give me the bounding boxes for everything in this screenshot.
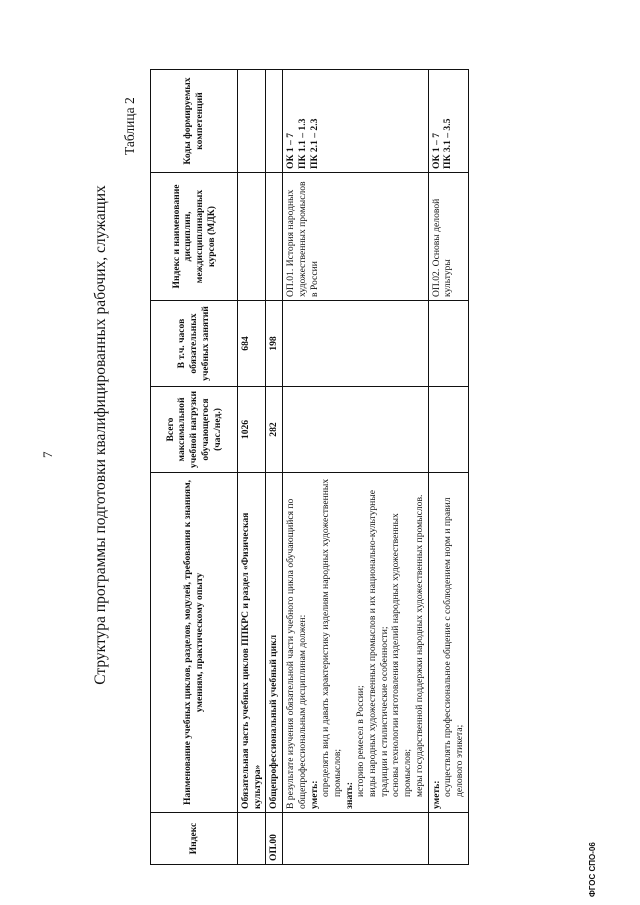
cell-mandatory-name: Обязательная часть учебных циклов ППКРС и раздел «Физическая культура» <box>238 473 266 813</box>
table-row-op02 <box>428 70 468 865</box>
cell-empty <box>266 173 283 301</box>
cell-empty <box>428 813 468 865</box>
cell-op02-codes <box>428 70 468 173</box>
page-title: Структура программы подготовки квалифицированных рабочих, служащих <box>92 185 109 685</box>
table-header-row <box>151 70 238 865</box>
cell-op01-requirements <box>283 473 428 813</box>
cell-op01-discipline: ОП.01. История народных художественных промыслов в России <box>283 173 428 301</box>
cell-empty <box>238 173 266 301</box>
op01-znat-item: меры государственной поддержки народных художественных промыслов. <box>413 494 425 797</box>
cell-empty <box>238 70 266 173</box>
header-discipline: Индекс и наименование дисциплин, междисциплинарных курсов (МДК) <box>151 173 238 301</box>
cell-op00-index: ОП.00 <box>266 813 283 865</box>
cell-empty <box>283 813 428 865</box>
table-row-op00 <box>266 70 283 865</box>
op01-znat-item: историю ремесел в России; <box>355 685 367 797</box>
op01-intro: В результате изучения обязательной части учебного цикла обучающийся по общепрофессиональным дисциплинам должен: <box>285 498 308 809</box>
header-max-load: Всего максимальной учебной нагрузки обучающегося (час./нед.) <box>151 387 238 473</box>
cell-op00-required: 198 <box>266 301 283 387</box>
cell-empty <box>283 301 428 387</box>
cell-empty <box>428 387 468 473</box>
op01-umet-label: уметь: <box>308 780 320 809</box>
header-required: В т.ч. часов обязательных учебных занятий <box>151 301 238 387</box>
cell-empty <box>266 70 283 173</box>
cell-op01-codes <box>283 70 428 173</box>
op02-code: ОК 1 – 7 <box>430 132 442 169</box>
table-label: Таблица 2 <box>122 97 137 155</box>
cell-empty <box>238 813 266 865</box>
structure-table <box>150 69 469 865</box>
header-name: Наименование учебных циклов, разделов, модулей, требования к знаниям, умениям, практическому опыту <box>151 473 238 813</box>
op02-code: ПК 3.1 – 3.5 <box>442 118 454 169</box>
footer-doc-code: ФГОС СПО-06 <box>588 842 597 897</box>
cell-mandatory-required: 684 <box>238 301 266 387</box>
op01-umet-item: определять вид и давать характеристику изделиям народных художественных промыслов; <box>320 478 343 797</box>
page-number: 7 <box>40 451 55 458</box>
cell-op00-max-load: 282 <box>266 387 283 473</box>
op01-znat-item: основы технологии изготовления изделий народных художественных промыслов; <box>390 513 414 797</box>
table-row-op01 <box>283 70 428 865</box>
cell-op02-discipline: ОП.02. Основы деловой культуры <box>428 173 468 301</box>
op02-umet-label: уметь: <box>430 780 442 809</box>
header-codes: Коды формируемых компетенций <box>151 70 238 173</box>
cell-op00-name: Общепрофессиональный учебный цикл <box>266 473 283 813</box>
op02-umet-item: осуществлять профессиональное общение с соблюдением норм и правил делового этикета; <box>442 497 465 797</box>
op01-znat-item: виды народных художественных промыслов и их национально-культурные традиции и стилистические особенности; <box>367 489 390 797</box>
op01-code: ПК 2.1 – 2.3 <box>308 118 320 169</box>
cell-op02-requirements <box>428 473 468 813</box>
table-row-mandatory <box>238 70 266 865</box>
op01-code: ПК 1.1 – 1.3 <box>296 118 308 169</box>
header-index: Индекс <box>151 813 238 865</box>
cell-mandatory-max-load: 1026 <box>238 387 266 473</box>
cell-empty <box>283 387 428 473</box>
op01-code: ОК 1 – 7 <box>285 132 297 169</box>
cell-empty <box>428 301 468 387</box>
op01-znat-label: знать: <box>343 782 355 809</box>
